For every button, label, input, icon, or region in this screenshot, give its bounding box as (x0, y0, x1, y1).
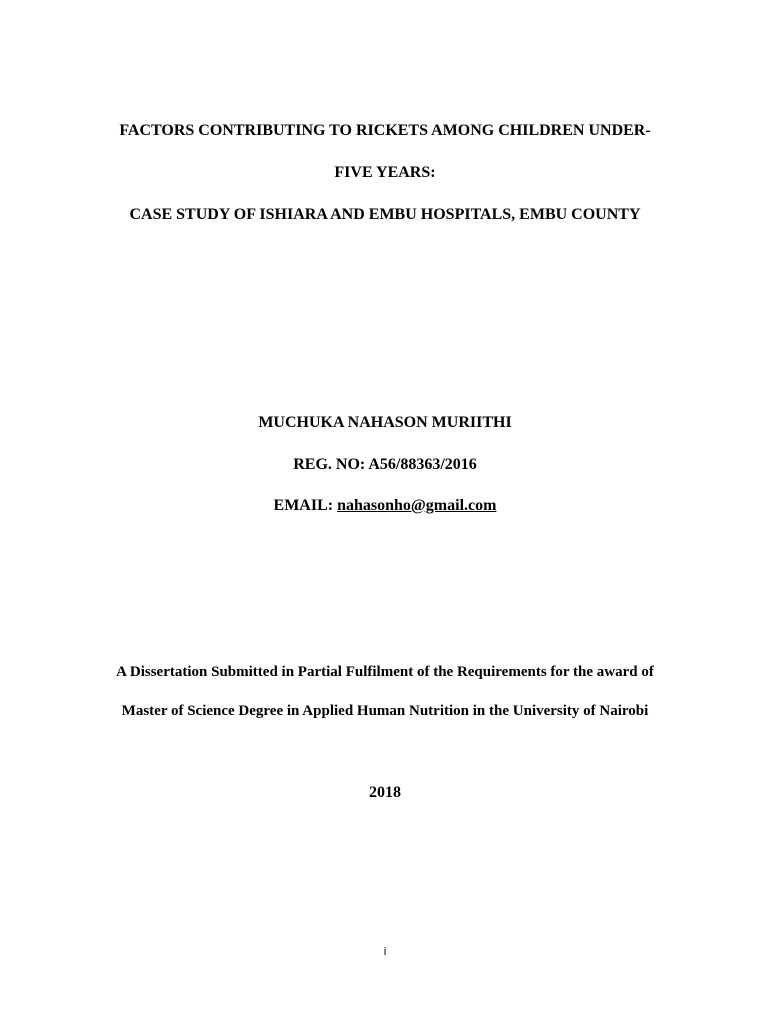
email-link[interactable]: nahasonho@gmail.com (337, 497, 497, 514)
author-name: MUCHUKA NAHASON MURIITHI (258, 414, 512, 431)
registration-number: REG. NO: A56/88363/2016 (293, 456, 477, 473)
title-line-1: FACTORS CONTRIBUTING TO RICKETS AMONG CHILDREN UNDER- (119, 122, 651, 139)
page-number: i (383, 945, 387, 958)
email-line (0, 498, 770, 514)
email-label: EMAIL: (273, 497, 334, 514)
title-line-2: FIVE YEARS: (334, 164, 436, 181)
submission-statement-line-1: A Dissertation Submitted in Partial Fulfilment of the Requirements for the award of (116, 664, 654, 680)
title-line-3: CASE STUDY OF ISHIARA AND EMBU HOSPITALS, EMBU COUNTY (129, 206, 641, 223)
submission-statement-line-2: Master of Science Degree in Applied Human Nutrition in the University of Nairobi (121, 703, 649, 719)
submission-year: 2018 (369, 784, 401, 801)
